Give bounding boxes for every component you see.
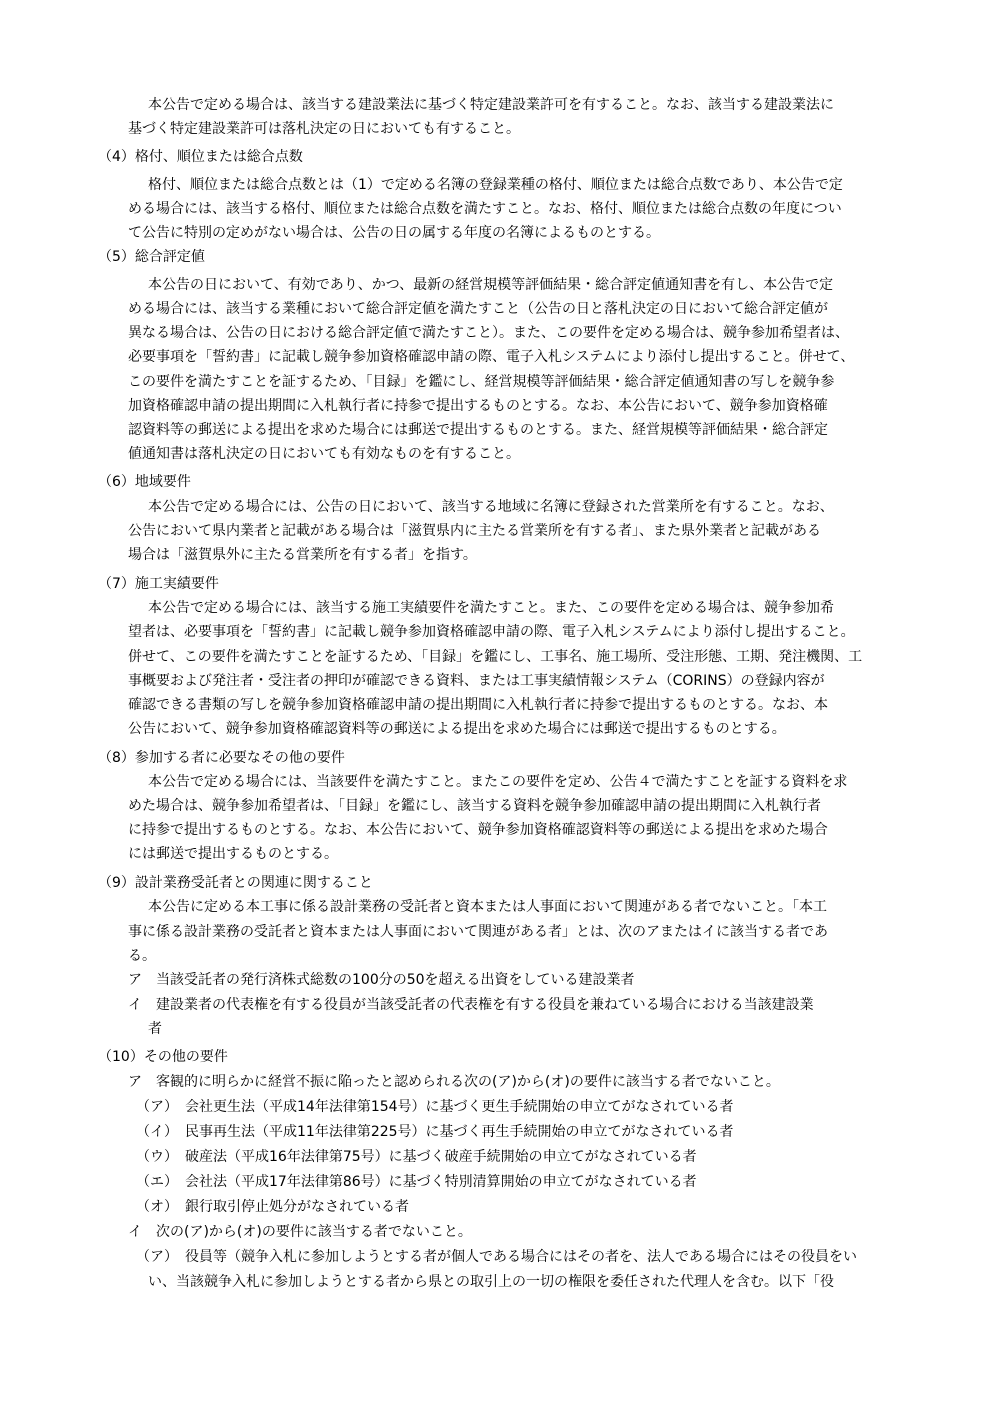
list-item: ア 当該受託者の発行済株式総数の100分の50を超える出資をしている建設業者 [128, 972, 635, 988]
section-heading-9: （9）設計業務受託者との関連に関すること [98, 875, 373, 891]
body-text-line: 場合は「滋賀県外に主たる営業所を有する者」を指す。 [128, 547, 477, 563]
sub-list-item: （エ） 会社法（平成17年法律第86号）に基づく特別清算開始の申立てがなされている者 [136, 1174, 697, 1190]
body-text-line: 異なる場合は、公告の日における総合評定値で満たすこと）。また、この要件を定める場合は、競争参加希望者は、 [128, 325, 849, 341]
body-text-line: この要件を満たすことを証するため、「目録」を鑑にし、経営規模等評価結果・総合評定値通知書の写しを競争参 [128, 374, 835, 390]
list-item: ア 客観的に明らかに経営不振に陥ったと認められる次の(ア)から(オ)の要件に該当する者でないこと。 [128, 1074, 780, 1090]
body-text-line: 必要事項を「誓約書」に記載し競争参加資格確認申請の際、電子入札システムにより添付し提出すること。併せて、 [128, 349, 855, 365]
section-heading-6: （6）地域要件 [98, 474, 191, 490]
body-text-line: て公告に特別の定めがない場合は、公告の日の属する年度の名簿によるものとする。 [128, 225, 660, 241]
body-text-line: 確認できる書類の写しを競争参加資格確認申請の提出期間に入札執行者に持参で提出するものとする。なお、本 [128, 697, 828, 713]
sub-list-item: （イ） 民事再生法（平成11年法律第225号）に基づく再生手続開始の申立てがなされている者 [136, 1124, 734, 1140]
body-text-line: 望者は、必要事項を「誓約書」に記載し競争参加資格確認申請の際、電子入札システムにより添付し提出すること。 [128, 624, 855, 640]
section-heading-10: （10）その他の要件 [98, 1049, 228, 1065]
body-text-line: める場合には、該当する業種において総合評定値を満たすこと（公告の日と落札決定の日において総合評定値が [128, 301, 828, 317]
body-text-line: 認資料等の郵送による提出を求めた場合には郵送で提出するものとする。また、経営規模等評価結果・総合評定 [128, 422, 828, 438]
sub-list-item: （オ） 銀行取引停止処分がなされている者 [136, 1199, 409, 1215]
section-heading-8: （8）参加する者に必要なその他の要件 [98, 750, 345, 766]
section-heading-4: （4）格付、順位または総合点数 [98, 149, 303, 165]
list-item: イ 次の(ア)から(オ)の要件に該当する者でないこと。 [128, 1224, 472, 1240]
body-text-line: に持参で提出するものとする。なお、本公告において、競争参加資格確認資料等の郵送による提出を求めた場合 [128, 822, 828, 838]
body-text-line: 事に係る設計業務の受託者と資本または人事面において関連がある者」とは、次のアまたはイに該当する者であ [128, 924, 828, 940]
body-text-line: 本公告で定める場合には、当該要件を満たすこと。またこの要件を定め、公告４で満たすことを証する資料を求 [148, 774, 848, 790]
sub-list-item: （ウ） 破産法（平成16年法律第75号）に基づく破産手続開始の申立てがなされている者 [136, 1149, 697, 1165]
body-text-line: 公告において県内業者と記載がある場合は「滋賀県内に主たる営業所を有する者」、また県外業者と記載がある [128, 523, 821, 539]
body-text-line: 本公告で定める場合は、該当する建設業法に基づく特定建設業許可を有すること。なお、該当する建設業法に [148, 97, 834, 113]
body-text-line: には郵送で提出するものとする。 [128, 846, 338, 862]
section-heading-5: （5）総合評定値 [98, 249, 205, 265]
body-text-line: 事概要および発注者・受注者の押印が確認できる資料、または工事実績情報システム（CORINS）の登録内容が [128, 673, 825, 689]
body-text-line: 本公告で定める場合には、公告の日において、該当する地域に名簿に登録された営業所を有すること。なお、 [148, 499, 834, 515]
sub-list-item: （ア） 役員等（競争入札に参加しようとする者が個人である場合にはその者を、法人である場合にはその役員をい [136, 1249, 857, 1265]
body-text-line: めた場合は、競争参加希望者は、「目録」を鑑にし、該当する資料を競争参加確認申請の提出期間に入札執行者 [128, 798, 821, 814]
section-heading-7: （7）施工実績要件 [98, 576, 219, 592]
sub-list-item-continuation: い、当該競争入札に参加しようとする者から県との取引上の一切の権限を委任された代理人を含む。以下「役 [148, 1274, 834, 1290]
body-text-line: める場合には、該当する格付、順位または総合点数を満たすこと。なお、格付、順位または総合点数の年度につい [128, 201, 842, 217]
sub-list-item: （ア） 会社更生法（平成14年法律第154号）に基づく更生手続開始の申立てがなされている者 [136, 1099, 734, 1115]
body-text-line: る。 [128, 948, 156, 964]
list-item: イ 建設業者の代表権を有する役員が当該受託者の代表権を有する役員を兼ねている場合における当該建設業 [128, 997, 814, 1013]
body-text-line: 基づく特定建設業許可は落札決定の日においても有すること。 [128, 121, 520, 137]
body-text-line: 本公告で定める場合には、該当する施工実績要件を満たすこと。また、この要件を定める場合は、競争参加希 [148, 600, 834, 616]
body-text-line: 併せて、この要件を満たすことを証するため、「目録」を鑑にし、工事名、施工場所、受注形態、工期、発注機関、工 [128, 649, 863, 665]
body-text-line: 値通知書は落札決定の日においても有効なものを有すること。 [128, 446, 520, 462]
body-text-line: 本公告の日において、有効であり、かつ、最新の経営規模等評価結果・総合評定値通知書を有し、本公告で定 [148, 277, 834, 293]
body-text-line: 加資格確認申請の提出期間に入札執行者に持参で提出するものとする。なお、本公告において、競争参加資格確 [128, 398, 828, 414]
body-text-line: 本公告に定める本工事に係る設計業務の受託者と資本または人事面において関連がある者でないこと。「本工 [148, 899, 827, 915]
list-item-continuation: 者 [148, 1021, 162, 1037]
body-text-line: 公告において、競争参加資格確認資料等の郵送による提出を求めた場合には郵送で提出するものとする。 [128, 721, 786, 737]
body-text-line: 格付、順位または総合点数とは（1）で定める名簿の登録業種の格付、順位または総合点数であり、本公告で定 [148, 177, 843, 193]
